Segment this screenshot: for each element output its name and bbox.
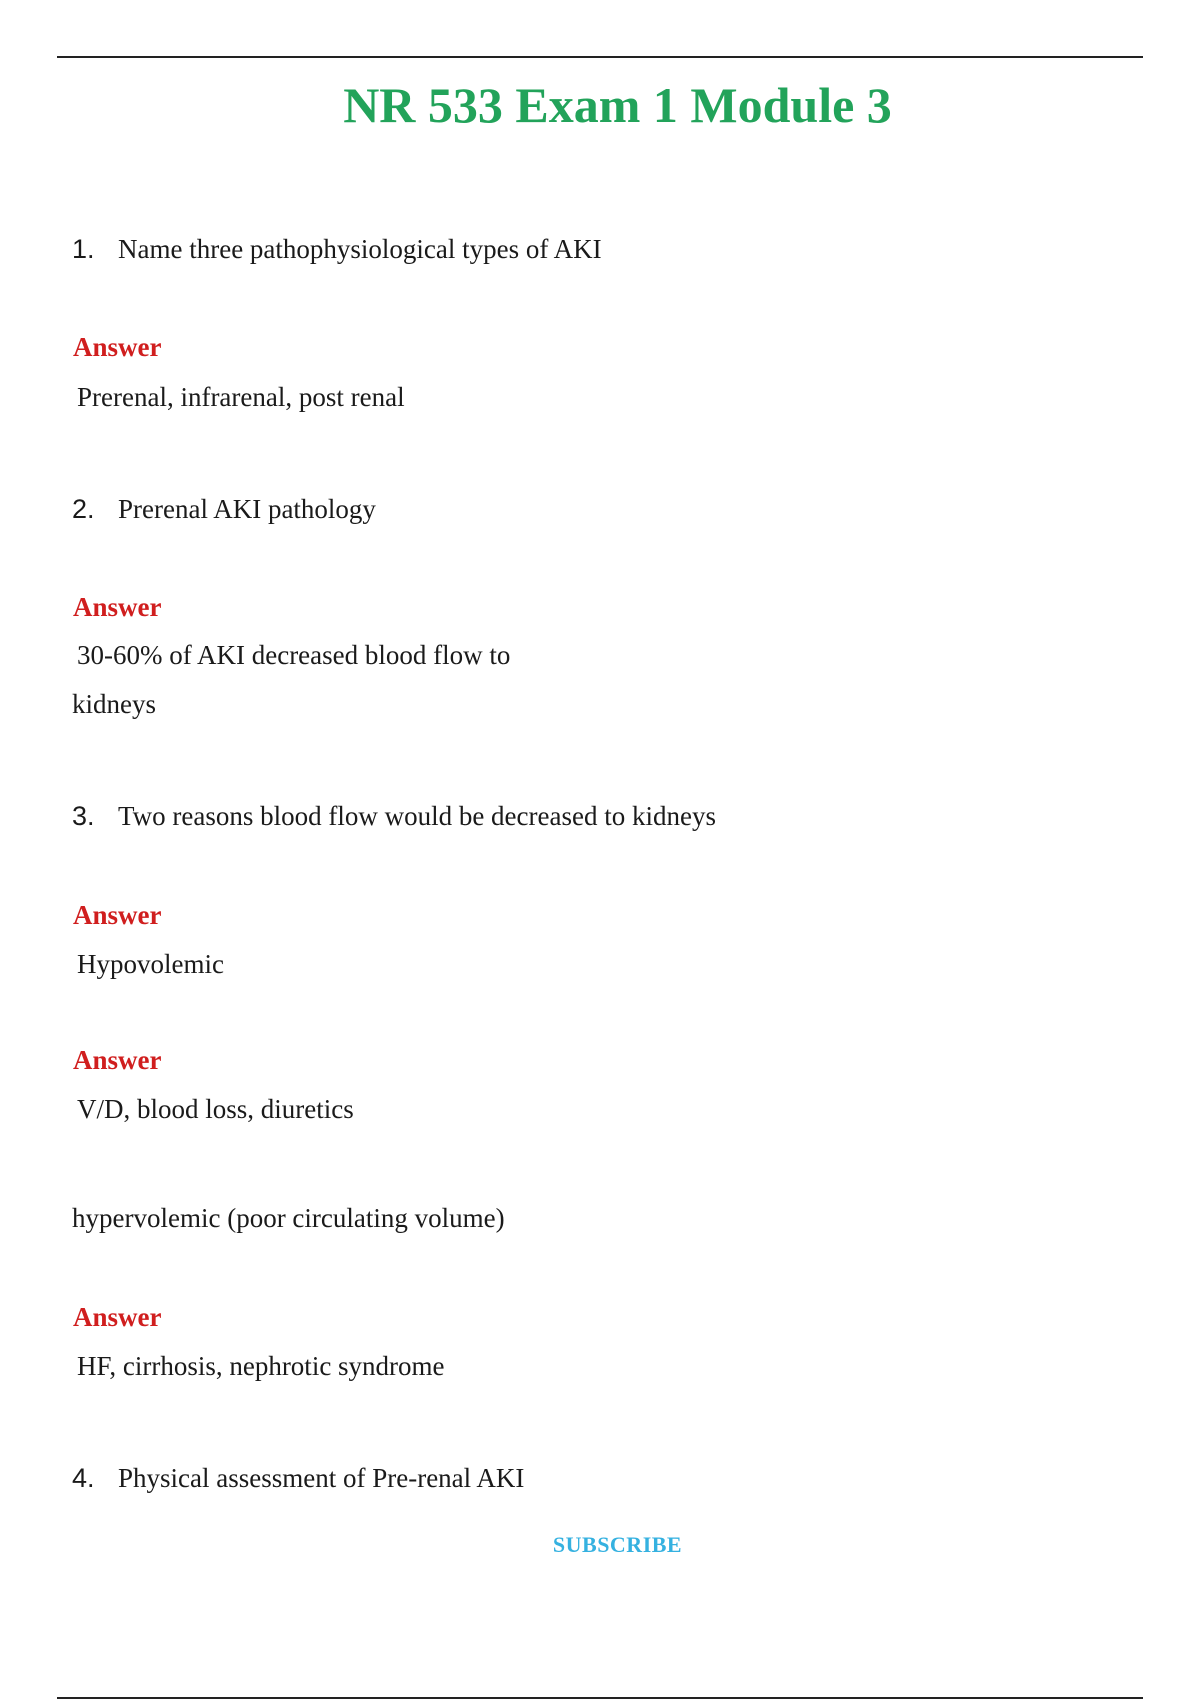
answer-text-continued: kidneys xyxy=(72,689,156,719)
page-title: NR 533 Exam 1 Module 3 xyxy=(343,77,892,133)
answer-label: Answer xyxy=(73,1302,162,1332)
answer-label: Answer xyxy=(73,1045,162,1075)
question-text: Two reasons blood flow would be decreased to kidneys xyxy=(118,801,716,831)
question-number: 3. xyxy=(72,801,95,831)
top-rule xyxy=(57,56,1143,58)
question-3 xyxy=(72,799,716,833)
answer-text: Prerenal, infrarenal, post renal xyxy=(77,382,405,412)
question-4 xyxy=(72,1461,524,1495)
extra-text: hypervolemic (poor circulating volume) xyxy=(72,1203,505,1233)
question-text: Prerenal AKI pathology xyxy=(118,494,376,524)
question-1 xyxy=(72,232,602,266)
question-number: 4. xyxy=(72,1463,95,1493)
answer-text: 30-60% of AKI decreased blood flow to xyxy=(77,640,511,670)
answer-text: V/D, blood loss, diuretics xyxy=(77,1094,354,1124)
question-number: 2. xyxy=(72,494,95,524)
question-number: 1. xyxy=(72,234,95,264)
subscribe-link[interactable]: SUBSCRIBE xyxy=(552,1532,683,1557)
answer-label: Answer xyxy=(73,332,162,362)
answer-label: Answer xyxy=(73,592,162,622)
answer-text: Hypovolemic xyxy=(77,949,224,979)
answer-label: Answer xyxy=(73,900,162,930)
bottom-rule xyxy=(57,1697,1143,1699)
question-text: Physical assessment of Pre-renal AKI xyxy=(118,1463,525,1493)
question-text: Name three pathophysiological types of AKI xyxy=(118,234,602,264)
question-2 xyxy=(72,492,376,526)
answer-text: HF, cirrhosis, nephrotic syndrome xyxy=(77,1351,445,1381)
